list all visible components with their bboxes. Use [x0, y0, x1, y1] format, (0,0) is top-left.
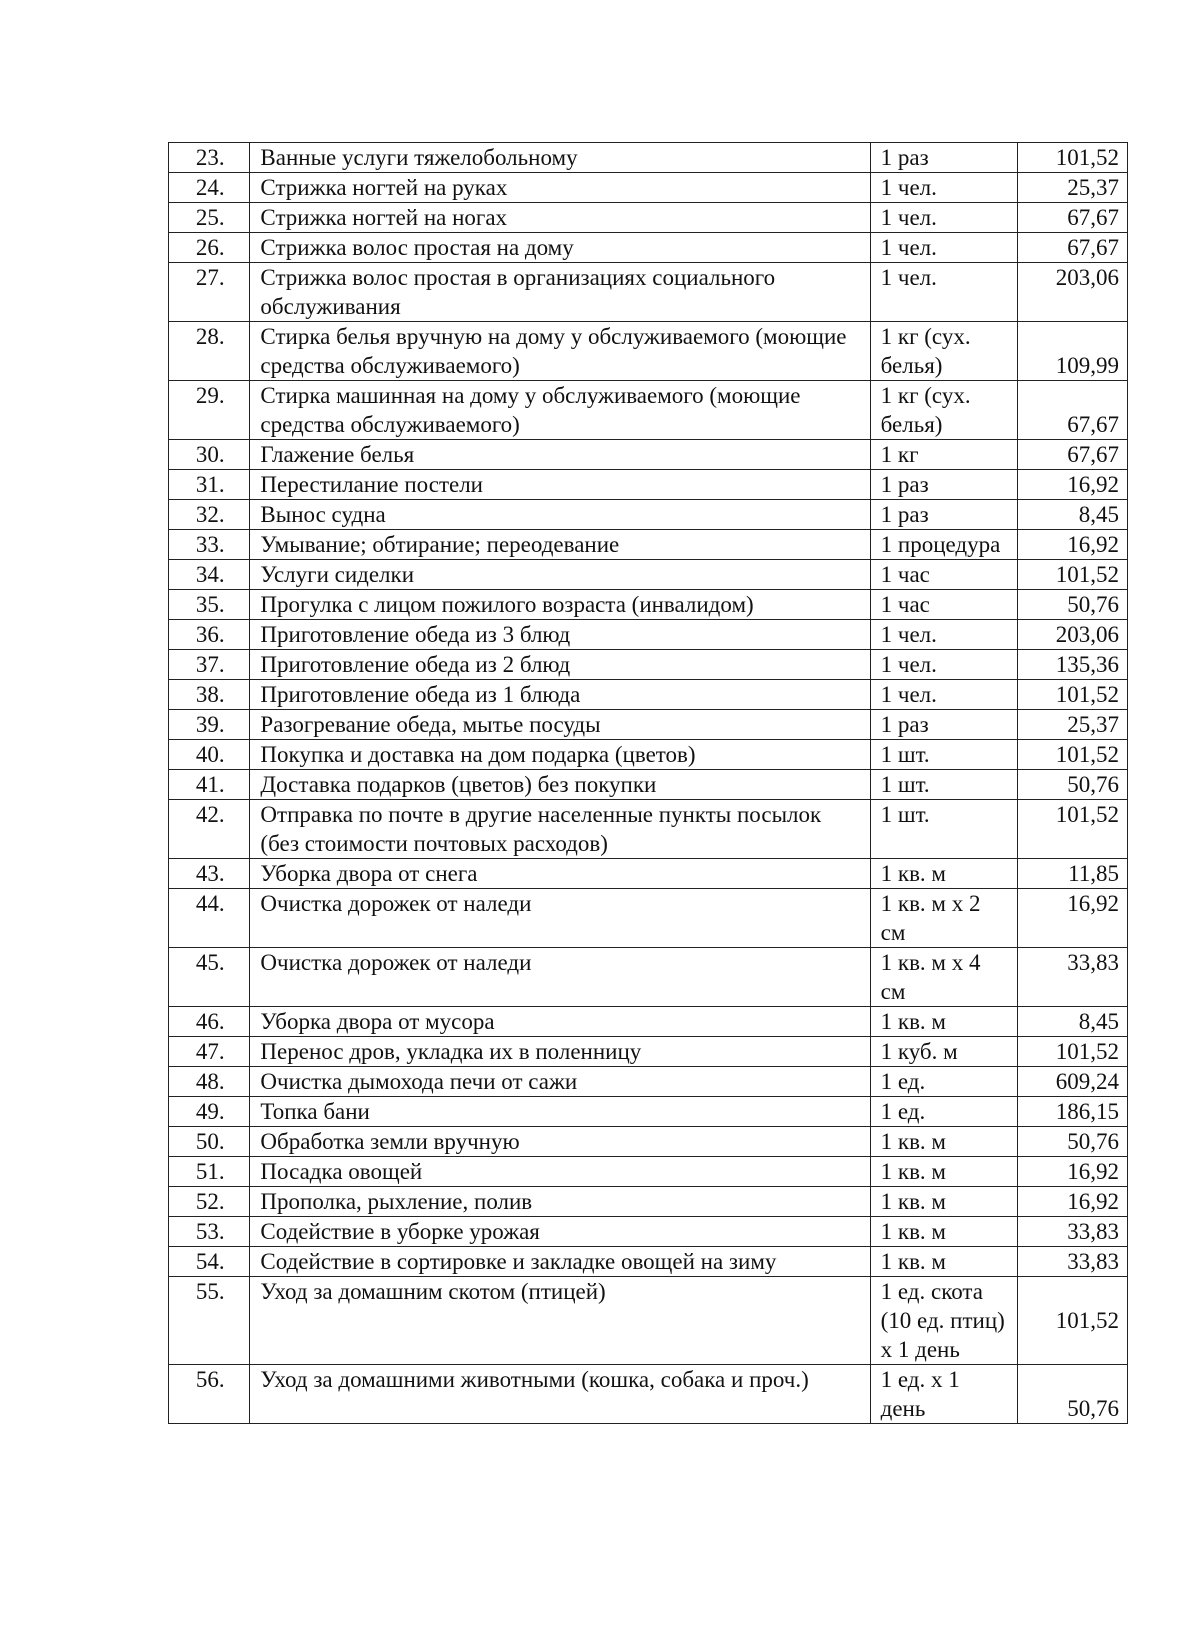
price-cell: 50,76	[1018, 770, 1128, 800]
price-cell: 16,92	[1018, 470, 1128, 500]
unit-cell: 1 ед. х 1 день	[870, 1365, 1018, 1424]
unit-cell: 1 час	[870, 590, 1018, 620]
table-row	[169, 1007, 1128, 1037]
table-row	[169, 1277, 1128, 1365]
unit-cell: 1 кв. м х 2 см	[870, 889, 1018, 948]
table-row	[169, 440, 1128, 470]
price-cell: 101,52	[1018, 1277, 1128, 1365]
row-number-cell: 52.	[169, 1187, 250, 1217]
row-number-cell: 47.	[169, 1037, 250, 1067]
row-number-cell: 24.	[169, 173, 250, 203]
price-cell: 33,83	[1018, 1217, 1128, 1247]
unit-cell: 1 кв. м	[870, 1007, 1018, 1037]
table-row	[169, 560, 1128, 590]
table-row	[169, 859, 1128, 889]
price-cell: 16,92	[1018, 1157, 1128, 1187]
unit-cell: 1 чел.	[870, 203, 1018, 233]
service-name-cell: Уборка двора от снега	[250, 859, 870, 889]
price-cell: 101,52	[1018, 740, 1128, 770]
table-row	[169, 800, 1128, 859]
unit-cell: 1 шт.	[870, 800, 1018, 859]
row-number-cell: 44.	[169, 889, 250, 948]
row-number-cell: 43.	[169, 859, 250, 889]
service-name-cell: Перенос дров, укладка их в поленницу	[250, 1037, 870, 1067]
row-number-cell: 23.	[169, 143, 250, 173]
service-name-cell: Стрижка ногтей на ногах	[250, 203, 870, 233]
row-number-cell: 27.	[169, 263, 250, 322]
table-row	[169, 770, 1128, 800]
unit-cell: 1 ед.	[870, 1067, 1018, 1097]
tariff-table	[168, 142, 1128, 1424]
price-cell: 8,45	[1018, 1007, 1128, 1037]
unit-cell: 1 чел.	[870, 650, 1018, 680]
table-row	[169, 1097, 1128, 1127]
service-name-cell: Стрижка волос простая на дому	[250, 233, 870, 263]
row-number-cell: 50.	[169, 1127, 250, 1157]
price-cell: 203,06	[1018, 263, 1128, 322]
table-row	[169, 1365, 1128, 1424]
price-cell: 135,36	[1018, 650, 1128, 680]
price-cell: 33,83	[1018, 1247, 1128, 1277]
row-number-cell: 53.	[169, 1217, 250, 1247]
table-row	[169, 381, 1128, 440]
unit-cell: 1 кв. м х 4 см	[870, 948, 1018, 1007]
service-name-cell: Очистка дымохода печи от сажи	[250, 1067, 870, 1097]
row-number-cell: 56.	[169, 1365, 250, 1424]
unit-cell: 1 раз	[870, 710, 1018, 740]
unit-cell: 1 чел.	[870, 263, 1018, 322]
row-number-cell: 36.	[169, 620, 250, 650]
price-cell: 101,52	[1018, 560, 1128, 590]
service-name-cell: Прополка, рыхление, полив	[250, 1187, 870, 1217]
row-number-cell: 48.	[169, 1067, 250, 1097]
price-cell: 67,67	[1018, 440, 1128, 470]
unit-cell: 1 чел.	[870, 680, 1018, 710]
unit-cell: 1 кв. м	[870, 1247, 1018, 1277]
row-number-cell: 33.	[169, 530, 250, 560]
row-number-cell: 55.	[169, 1277, 250, 1365]
table-row	[169, 948, 1128, 1007]
row-number-cell: 51.	[169, 1157, 250, 1187]
table-row	[169, 470, 1128, 500]
service-name-cell: Обработка земли вручную	[250, 1127, 870, 1157]
row-number-cell: 45.	[169, 948, 250, 1007]
price-cell: 16,92	[1018, 530, 1128, 560]
price-cell: 101,52	[1018, 680, 1128, 710]
row-number-cell: 31.	[169, 470, 250, 500]
row-number-cell: 32.	[169, 500, 250, 530]
service-name-cell: Покупка и доставка на дом подарка (цветов)	[250, 740, 870, 770]
service-name-cell: Умывание; обтирание; переодевание	[250, 530, 870, 560]
unit-cell: 1 чел.	[870, 173, 1018, 203]
unit-cell: 1 кв. м	[870, 1187, 1018, 1217]
table-row	[169, 1247, 1128, 1277]
unit-cell: 1 куб. м	[870, 1037, 1018, 1067]
service-name-cell: Стрижка волос простая в организациях социального обслуживания	[250, 263, 870, 322]
table-row	[169, 1067, 1128, 1097]
unit-cell: 1 процедура	[870, 530, 1018, 560]
price-cell: 203,06	[1018, 620, 1128, 650]
row-number-cell: 30.	[169, 440, 250, 470]
row-number-cell: 25.	[169, 203, 250, 233]
price-cell: 25,37	[1018, 710, 1128, 740]
row-number-cell: 38.	[169, 680, 250, 710]
unit-cell: 1 шт.	[870, 770, 1018, 800]
table-row	[169, 889, 1128, 948]
table-row	[169, 710, 1128, 740]
table-row	[169, 620, 1128, 650]
service-name-cell: Глажение белья	[250, 440, 870, 470]
price-cell: 67,67	[1018, 233, 1128, 263]
unit-cell: 1 кв. м	[870, 859, 1018, 889]
unit-cell: 1 час	[870, 560, 1018, 590]
unit-cell: 1 чел.	[870, 620, 1018, 650]
price-cell: 609,24	[1018, 1067, 1128, 1097]
service-name-cell: Разогревание обеда, мытье посуды	[250, 710, 870, 740]
table-row	[169, 590, 1128, 620]
service-name-cell: Услуги сиделки	[250, 560, 870, 590]
unit-cell: 1 раз	[870, 143, 1018, 173]
service-name-cell: Уход за домашними животными (кошка, собака и проч.)	[250, 1365, 870, 1424]
price-cell: 101,52	[1018, 143, 1128, 173]
table-row	[169, 1127, 1128, 1157]
table-row	[169, 203, 1128, 233]
service-name-cell: Приготовление обеда из 3 блюд	[250, 620, 870, 650]
table-row	[169, 1157, 1128, 1187]
row-number-cell: 26.	[169, 233, 250, 263]
table-row	[169, 263, 1128, 322]
service-name-cell: Отправка по почте в другие населенные пункты посылок (без стоимости почтовых расходов)	[250, 800, 870, 859]
row-number-cell: 40.	[169, 740, 250, 770]
row-number-cell: 39.	[169, 710, 250, 740]
service-name-cell: Очистка дорожек от наледи	[250, 948, 870, 1007]
table-row	[169, 143, 1128, 173]
service-name-cell: Содействие в сортировке и закладке овощей на зиму	[250, 1247, 870, 1277]
unit-cell: 1 кг (сух. белья)	[870, 322, 1018, 381]
price-cell: 25,37	[1018, 173, 1128, 203]
row-number-cell: 28.	[169, 322, 250, 381]
table-row	[169, 650, 1128, 680]
service-name-cell: Посадка овощей	[250, 1157, 870, 1187]
price-cell: 50,76	[1018, 1127, 1128, 1157]
unit-cell: 1 чел.	[870, 233, 1018, 263]
tariff-table-body	[169, 143, 1128, 1424]
row-number-cell: 41.	[169, 770, 250, 800]
price-cell: 33,83	[1018, 948, 1128, 1007]
service-name-cell: Стирка машинная на дому у обслуживаемого (моющие средства обслуживаемого)	[250, 381, 870, 440]
service-name-cell: Стирка белья вручную на дому у обслуживаемого (моющие средства обслуживаемого)	[250, 322, 870, 381]
service-name-cell: Доставка подарков (цветов) без покупки	[250, 770, 870, 800]
price-cell: 8,45	[1018, 500, 1128, 530]
table-row	[169, 500, 1128, 530]
price-cell: 50,76	[1018, 590, 1128, 620]
price-cell: 101,52	[1018, 800, 1128, 859]
price-cell: 67,67	[1018, 203, 1128, 233]
service-name-cell: Уборка двора от мусора	[250, 1007, 870, 1037]
service-name-cell: Стрижка ногтей на руках	[250, 173, 870, 203]
service-name-cell: Топка бани	[250, 1097, 870, 1127]
row-number-cell: 46.	[169, 1007, 250, 1037]
unit-cell: 1 кв. м	[870, 1127, 1018, 1157]
unit-cell: 1 шт.	[870, 740, 1018, 770]
unit-cell: 1 ед. скота (10 ед. птиц) х 1 день	[870, 1277, 1018, 1365]
unit-cell: 1 кв. м	[870, 1217, 1018, 1247]
service-name-cell: Вынос судна	[250, 500, 870, 530]
service-name-cell: Приготовление обеда из 1 блюда	[250, 680, 870, 710]
price-cell: 16,92	[1018, 1187, 1128, 1217]
price-cell: 186,15	[1018, 1097, 1128, 1127]
row-number-cell: 42.	[169, 800, 250, 859]
table-row	[169, 233, 1128, 263]
row-number-cell: 34.	[169, 560, 250, 590]
service-name-cell: Очистка дорожек от наледи	[250, 889, 870, 948]
unit-cell: 1 кв. м	[870, 1157, 1018, 1187]
row-number-cell: 29.	[169, 381, 250, 440]
service-name-cell: Приготовление обеда из 2 блюд	[250, 650, 870, 680]
service-name-cell: Перестилание постели	[250, 470, 870, 500]
table-row	[169, 740, 1128, 770]
service-name-cell: Ванные услуги тяжелобольному	[250, 143, 870, 173]
price-cell: 50,76	[1018, 1365, 1128, 1424]
table-row	[169, 1037, 1128, 1067]
table-row	[169, 1217, 1128, 1247]
unit-cell: 1 раз	[870, 470, 1018, 500]
price-cell: 16,92	[1018, 889, 1128, 948]
table-row	[169, 680, 1128, 710]
row-number-cell: 54.	[169, 1247, 250, 1277]
table-row	[169, 173, 1128, 203]
row-number-cell: 35.	[169, 590, 250, 620]
row-number-cell: 37.	[169, 650, 250, 680]
service-name-cell: Содействие в уборке урожая	[250, 1217, 870, 1247]
unit-cell: 1 ед.	[870, 1097, 1018, 1127]
price-cell: 101,52	[1018, 1037, 1128, 1067]
price-cell: 67,67	[1018, 381, 1128, 440]
table-row	[169, 322, 1128, 381]
row-number-cell: 49.	[169, 1097, 250, 1127]
table-row	[169, 530, 1128, 560]
price-cell: 11,85	[1018, 859, 1128, 889]
table-row	[169, 1187, 1128, 1217]
unit-cell: 1 кг (сух. белья)	[870, 381, 1018, 440]
price-cell: 109,99	[1018, 322, 1128, 381]
service-name-cell: Прогулка с лицом пожилого возраста (инвалидом)	[250, 590, 870, 620]
service-name-cell: Уход за домашним скотом (птицей)	[250, 1277, 870, 1365]
unit-cell: 1 кг	[870, 440, 1018, 470]
unit-cell: 1 раз	[870, 500, 1018, 530]
